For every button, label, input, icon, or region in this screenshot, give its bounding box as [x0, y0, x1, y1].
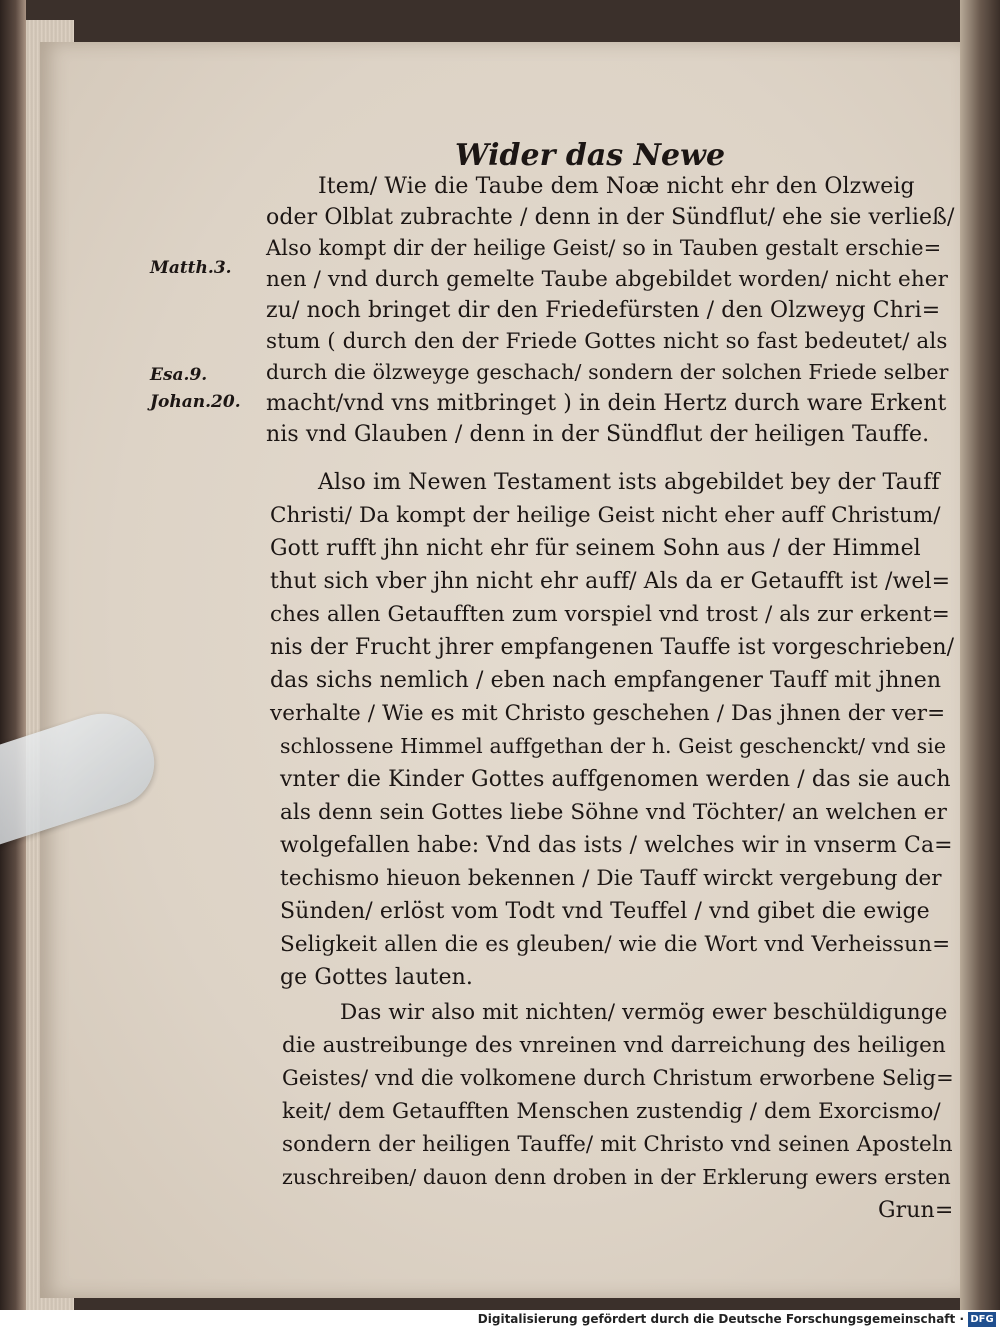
text-line: keit/ dem Getaufften Menschen zustendig / dem Exorcismo/ [282, 1099, 941, 1124]
text-line: oder Olblat zubrachte / denn in der Sündflut/ ehe sie verließ/ [266, 205, 955, 230]
text-line: techismo hieuon bekennen / Die Tauff wirckt vergebung der [280, 866, 942, 891]
footer-bar [0, 1310, 1000, 1330]
text-line: ge Gottes lauten. [280, 965, 473, 990]
text-line: zuschreiben/ dauon denn droben in der Erklerung ewers ersten [282, 1165, 951, 1189]
text-line: Seligkeit allen die es gleuben/ wie die Wort vnd Verheissun= [280, 932, 951, 957]
margin-note: Johan.20. [150, 392, 241, 412]
book-binding-edge [960, 0, 1000, 1310]
catchword: Grun= [878, 1198, 954, 1223]
text-line: wolgefallen habe: Vnd das ists / welches wir in vnserm Ca= [280, 833, 953, 858]
text-line: Sünden/ erlöst vom Todt vnd Teuffel / vnd gibet die ewige [280, 899, 930, 924]
text-line: Gott rufft jhn nicht ehr für seinem Sohn aus / der Himmel [270, 536, 921, 561]
funding-credit: Digitalisierung gefördert durch die Deutsche Forschungsgemeinschaft [477, 1312, 956, 1326]
text-line: das sichs nemlich / eben nach empfangener Tauff mit jhnen [270, 668, 942, 693]
text-line: als denn sein Gottes liebe Söhne vnd Töchter/ an welchen er [280, 800, 947, 825]
text-line: sondern der heiligen Tauffe/ mit Christo vnd seinen Aposteln [282, 1132, 953, 1157]
footer-credit [478, 1312, 964, 1326]
text-line: macht/vnd vns mitbringet ) in dein Hertz durch ware Erkent [266, 391, 947, 416]
footer-separator: · [959, 1312, 964, 1326]
text-line: nis vnd Glauben / denn in der Sündflut der heiligen Tauffe. [266, 422, 930, 447]
text-line: schlossene Himmel auffgethan der h. Geist geschenckt/ vnd sie [280, 734, 947, 758]
text-line: Christi/ Da kompt der heilige Geist nicht eher auff Christum/ [270, 503, 941, 528]
text-line: Das wir also mit nichten/ vermög ewer beschüldigunge [340, 1000, 948, 1025]
text-line: nen / vnd durch gemelte Taube abgebildet worden/ nicht eher [266, 267, 948, 292]
dfg-logo: DFG [968, 1312, 996, 1327]
text-line: Also kompt dir der heilige Geist/ so in Tauben gestalt erschie= [266, 236, 942, 260]
running-head: Wider das Newe [455, 138, 726, 173]
margin-note: Esa.9. [150, 365, 208, 385]
text-line: stum ( durch den der Friede Gottes nicht so fast bedeutet/ als [266, 329, 948, 354]
text-line: Geistes/ vnd die volkomene durch Christum erworbene Selig= [282, 1066, 954, 1090]
text-line: thut sich vber jhn nicht ehr auff/ Als da er Getaufft ist /wel= [270, 569, 951, 594]
text-line: verhalte / Wie es mit Christo geschehen / Das jhnen der ver= [270, 701, 946, 726]
margin-note: Matth.3. [150, 258, 232, 278]
text-line: ches allen Getaufften zum vorspiel vnd trost / als zur erkent= [270, 602, 950, 627]
text-line: Item/ Wie die Taube dem Noæ nicht ehr den Olzweig [318, 174, 915, 199]
text-line: nis der Frucht jhrer empfangenen Tauffe ist vorgeschrieben/ [270, 635, 955, 660]
text-line: die austreibunge des vnreinen vnd darreichung des heiligen [282, 1033, 946, 1058]
book-cover-edge [0, 0, 26, 1310]
text-line: Also im Newen Testament ists abgebildet bey der Tauff [318, 470, 940, 495]
text-line: vnter die Kinder Gottes auffgenomen werden / das sie auch [280, 767, 951, 792]
text-line: durch die ölzweyge geschach/ sondern der solchen Friede selber [266, 360, 949, 384]
text-line: zu/ noch bringet dir den Friedefürsten / den Olzweyg Chri= [266, 298, 941, 323]
